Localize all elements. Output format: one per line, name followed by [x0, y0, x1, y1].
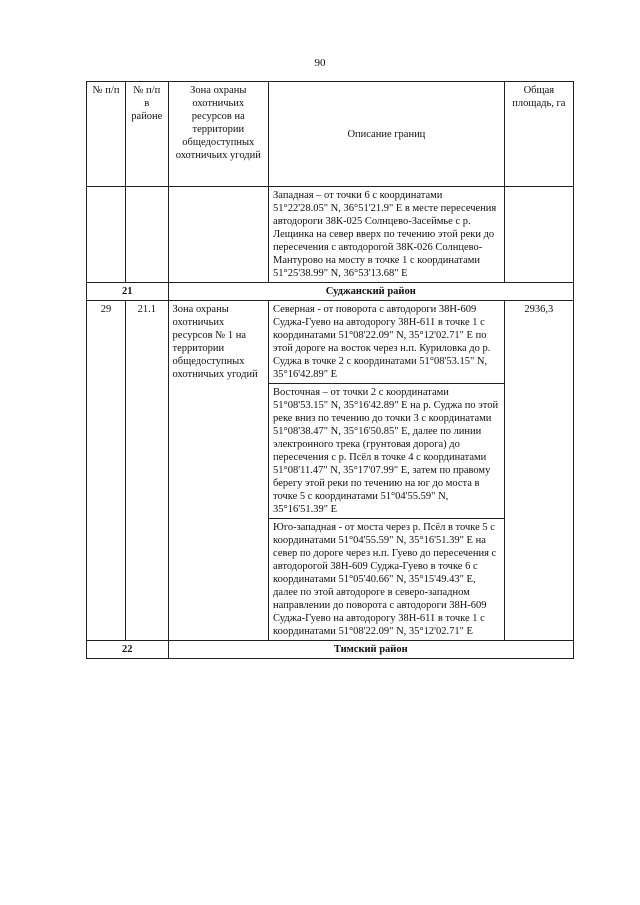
page-number: 90	[314, 57, 326, 69]
header-number-in-region: № п/п в районе	[126, 82, 168, 187]
region-name: Суджанский район	[168, 283, 573, 301]
header-area: Общая площадь, га	[504, 82, 573, 187]
region-number: 22	[87, 641, 169, 659]
row-number: 29	[87, 301, 126, 641]
region-name: Тимский район	[168, 641, 573, 659]
boundary-southwest: Юго-западная - от моста через р. Псёл в точке 5 с координатами 51°04'55.59" N, 35°16'51.39" E на север по дороге через н.п. Гуево до пересечения с автодорогой 38Н-609 Суджа-Гуево в точке 6 с координатами 51°05'40.66" N, 35°15'49.43" E, далее по этой автодороге в северо-западном направлении до поворота с автодороги 38Н-609 Суджа-Гуево на автодорогу 38Н-611 в точке 1 с координатами 51°08'22.09" N, 35°12'02.71" E	[269, 519, 505, 641]
total-area: 2936,3	[504, 301, 573, 641]
row-number-in-region: 21.1	[126, 301, 168, 641]
zone-name: Зона охраны охотничьих ресурсов № 1 на территории общедоступных охотничьих угодий	[168, 301, 269, 641]
region-row-22	[87, 641, 574, 659]
table-row-29	[87, 301, 574, 384]
region-number: 21	[87, 283, 169, 301]
continuation-row	[87, 187, 574, 283]
header-zone: Зона охраны охотничьих ресурсов на территории общедоступных охотничьих угодий	[168, 82, 269, 187]
boundary-west: Западная – от точки 6 с координатами 51°22'28.05" N, 36°51'21.9" E в месте пересечения автодороги 38К-025 Солнцево-Засеймье с р. Лещинка на север вверх по течению этой реки до пересечения с автодорогой 38К-026 Солнцево-Мантурово на мосту в точке 1 с координатами 51°25'38.99" N, 36°53'13.68" E	[269, 187, 505, 283]
boundary-north: Северная - от поворота с автодороги 38Н-609 Суджа-Гуево на автодорогу 38Н-611 в точке 1 с координатами 51°08'22.09" N, 35°12'02.71" E по этой дороге на восток через н.п. Куриловка до р. Суджа в точке 2 с координатами 51°08'53.15" N, 35°16'42.89" E	[269, 301, 505, 384]
header-description: Описание границ	[269, 82, 505, 187]
header-number: № п/п	[87, 82, 126, 187]
table-header-row	[87, 82, 574, 187]
boundary-east: Восточная – от точки 2 с координатами 51°08'53.15" N, 35°16'42.89" E на р. Суджа по этой реке вниз по течению до точки 3 с координатами 51°08'38.47" N, 35°16'50.85" E, далее по линии электронного трека (грунтовая дорога) до пересечения с р. Псёл в точке 4 с координатами 51°08'11.47" N, 35°17'07.99" E, затем по правому берегу этой реки по течению на юг до моста в точке 5 с координатами 51°04'55.59" N, 35°16'51.39" E	[269, 384, 505, 519]
region-row-21	[87, 283, 574, 301]
boundaries-table	[86, 81, 574, 659]
